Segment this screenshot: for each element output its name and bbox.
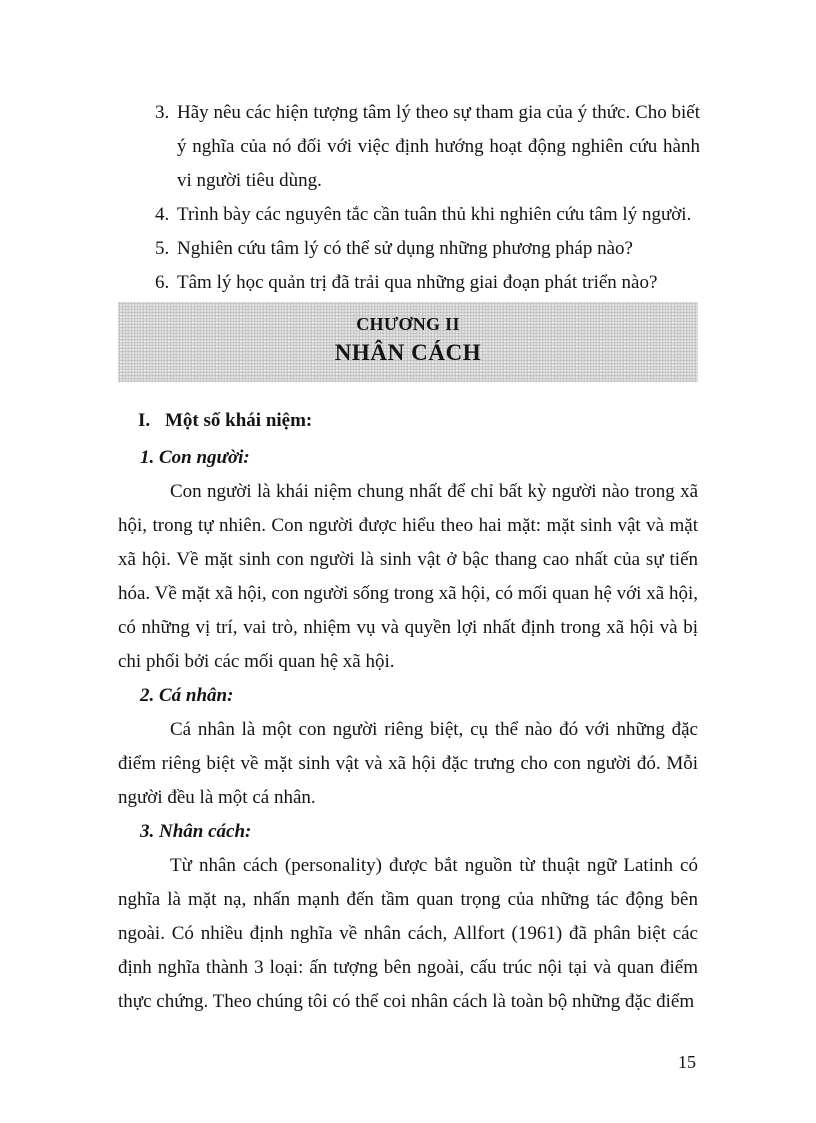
- list-item: [155, 198, 700, 232]
- list-item: [155, 266, 700, 300]
- paragraph: Từ nhân cách (personality) được bắt nguồn từ thuật ngữ Latinh có nghĩa là mặt nạ, nhấn mạnh đến tầm quan trọng của những tác động bên ngoài. Có nhiều định nghĩa về nhân cách, Allfort (1961) đã phân biệt các định nghĩa thành 3 loại: ấn tượng bên ngoài, cấu trúc nội tại và quan điểm thực chứng. Theo chúng tôi có thể coi nhân cách là toàn bộ những đặc điểm: [118, 855, 698, 1012]
- section-numeral: I.: [138, 410, 151, 431]
- question-text: Trình bày các nguyên tắc cần tuân thủ khi nghiên cứu tâm lý người.: [177, 204, 692, 225]
- list-item: [155, 96, 700, 198]
- question-text: Tâm lý học quản trị đã trải qua những giai đoạn phát triển nào?: [177, 272, 658, 293]
- chapter-content: [118, 401, 698, 1019]
- question-number: 3.: [155, 102, 170, 123]
- question-number: 5.: [155, 238, 170, 259]
- page-number: 15: [678, 1052, 696, 1072]
- subsection-heading: 3. Nhân cách:: [140, 821, 252, 842]
- section-heading: [118, 401, 698, 441]
- review-question-list: [155, 96, 700, 300]
- question-number: 6.: [155, 272, 170, 293]
- question-text: Hãy nêu các hiện tượng tâm lý theo sự tham gia của ý thức. Cho biết ý nghĩa của nó đối với việc định hướng hoạt động nghiên cứu hành vi người tiêu dùng.: [177, 102, 700, 191]
- list-item: [155, 232, 700, 266]
- subsection-heading: 1. Con người:: [140, 447, 250, 468]
- question-number: 4.: [155, 204, 170, 225]
- chapter-label: CHƯƠNG II: [356, 314, 460, 334]
- chapter-title: NHÂN CÁCH: [334, 340, 482, 365]
- question-text: Nghiên cứu tâm lý có thể sử dụng những phương pháp nào?: [177, 238, 633, 259]
- section-title: Một số khái niệm:: [165, 410, 313, 431]
- paragraph: Cá nhân là một con người riêng biệt, cụ thể nào đó với những đặc điểm riêng biệt về mặt sinh vật và xã hội đặc trưng cho con người đó. Mỗi người đều là một cá nhân.: [118, 719, 698, 808]
- subsection-heading: 2. Cá nhân:: [140, 685, 234, 706]
- paragraph: Con người là khái niệm chung nhất để chỉ bất kỳ người nào trong xã hội, trong tự nhiên. Con người được hiểu theo hai mặt: mặt sinh vật và mặt xã hội. Về mặt sinh con người là sinh vật ở bậc thang cao nhất của sự tiến hóa. Về mặt xã hội, con người sống trong xã hội, có mối quan hệ với xã hội, có những vị trí, vai trò, nhiệm vụ và quyền lợi nhất định trong xã hội và bị chi phối bởi các mối quan hệ xã hội.: [118, 481, 698, 672]
- chapter-banner: [118, 302, 698, 382]
